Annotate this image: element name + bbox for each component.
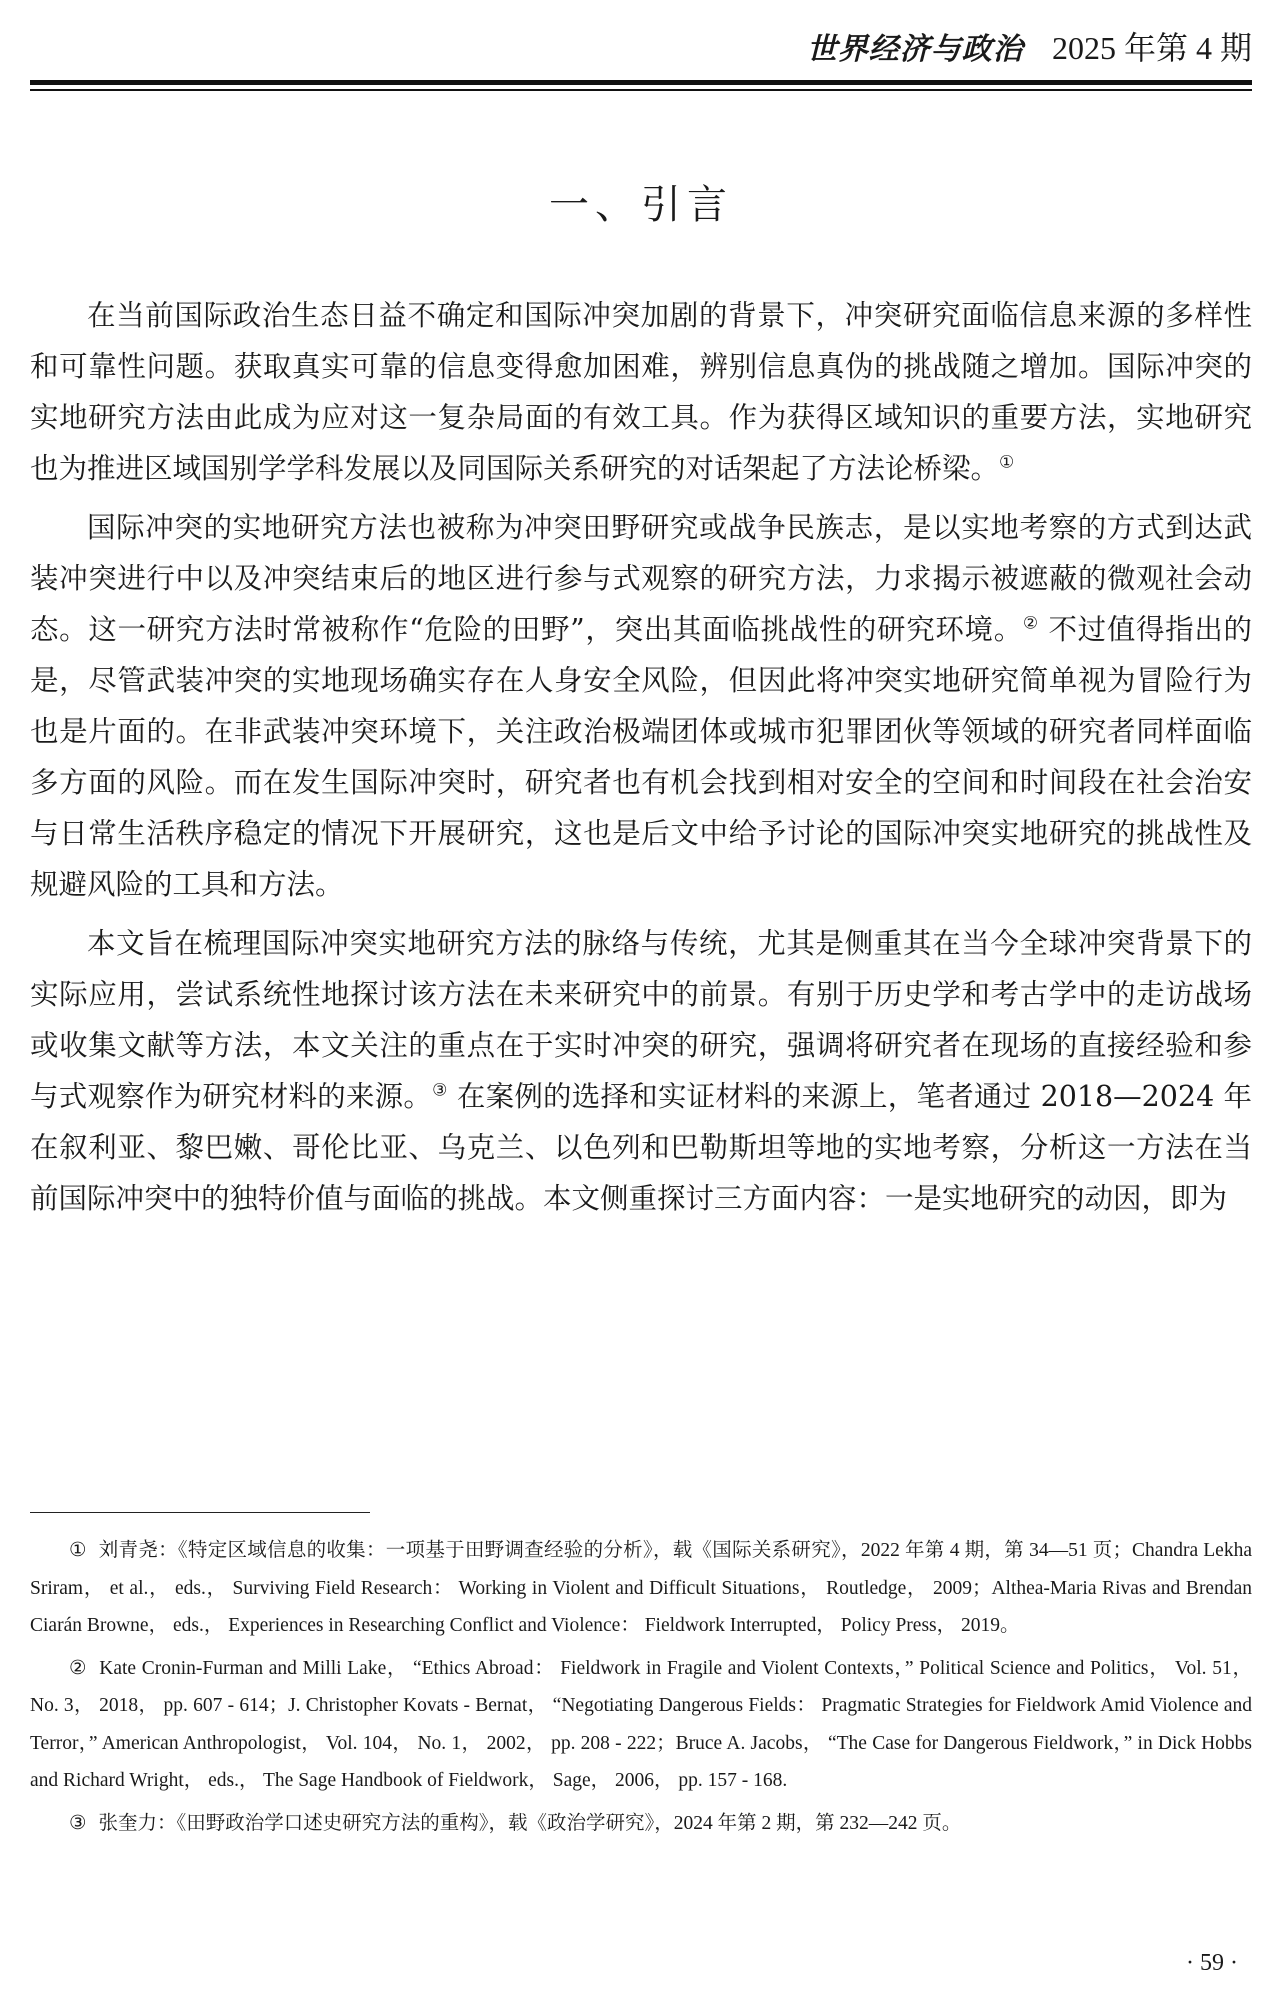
paragraph-text: 在案例的选择和实证材料的来源上，笔者通过 2018—2024 年在叙利亚、黎巴嫩、哥伦比亚、乌克兰、以色列和巴勒斯坦等地的实地考察，分析这一方法在当前国际冲突中的独特价值与面临的挑战。本文侧重探讨三方面内容：一是实地研究的动因，即为 — [30, 1080, 1252, 1215]
footnote-ref-2[interactable]: ② — [1022, 613, 1039, 634]
journal-page — [30, 0, 1252, 2003]
paragraph-1 — [30, 290, 1252, 494]
header-rule-thin — [30, 89, 1252, 91]
body-text — [30, 290, 1252, 1232]
footnote-ref-1[interactable]: ① — [999, 452, 1015, 473]
footnote-1 — [30, 1532, 1252, 1645]
footnote-2 — [30, 1650, 1252, 1800]
journal-issue: 2025 年第 4 期 — [1051, 30, 1252, 66]
footnote-text: 刘青尧：《特定区域信息的收集：一项基于田野调查经验的分析》，载《国际关系研究》，2022 年第 4 期，第 34—51 页；Chandra Lekha Sriram， et al.， eds.， Surviving Field Research： Working in Violent and Difficult Situations， Routledge， 2009；Althea-Maria Rivas and Brendan Ciarán Browne， eds.， Experiences in Researching Conflict and Violence： Fieldwork Interrupted， Policy Press， 2019。 — [30, 1540, 1252, 1636]
paragraph-2 — [30, 502, 1252, 910]
page-header — [30, 22, 1252, 74]
footnote-text: 张奎力：《田野政治学口述史研究方法的重构》，载《政治学研究》，2024 年第 2 期，第 232—242 页。 — [98, 1812, 962, 1834]
paragraph-text: 在当前国际政治生态日益不确定和国际冲突加剧的背景下，冲突研究面临信息来源的多样性和可靠性问题。获取真实可靠的信息变得愈加困难，辨别信息真伪的挑战随之增加。国际冲突的实地研究方法由此成为应对这一复杂局面的有效工具。作为获得区域知识的重要方法，实地研究也为推进区域国别学学科发展以及同国际关系研究的对话架起了方法论桥梁。 — [30, 299, 1252, 485]
footnote-mark: ③ — [69, 1812, 87, 1834]
journal-name: 世界经济与政治 — [806, 32, 1024, 67]
paragraph-3 — [30, 918, 1252, 1224]
footnote-mark: ② — [69, 1657, 88, 1679]
page-number: · 59 · — [1186, 1950, 1238, 1976]
header-rule-thick — [30, 80, 1252, 85]
section-heading: 一、引言 — [549, 182, 733, 228]
paragraph-text: 本文旨在梳理国际冲突实地研究方法的脉络与传统，尤其是侧重其在当今全球冲突背景下的实际应用，尝试系统性地探讨该方法在未来研究中的前景。有别于历史学和考古学中的走访战场或收集文献等方法，本文关注的重点在于实时冲突的研究，强调将研究者在现场的直接经验和参与式观察作为研究材料的来源。 — [30, 927, 1252, 1113]
paragraph-text: 国际冲突的实地研究方法也被称为冲突田野研究或战争民族志，是以实地考察的方式到达武装冲突进行中以及冲突结束后的地区进行参与式观察的研究方法，力求揭示被遮蔽的微观社会动态。这一研究方法时常被称作“危险的田野”，突出其面临挑战性的研究环境。 — [30, 511, 1252, 646]
footnote-3 — [30, 1805, 1252, 1843]
footnote-text: Kate Cronin-Furman and Milli Lake， “Ethics Abroad： Fieldwork in Fragile and Violent Contexts，” Political Science and Politics， Vol. 51， No. 3， 2018， pp. 607 - 614；J. Christopher Kovats - Bernat， “Negotiating Dangerous Fields： Pragmatic Strategies for Fieldwork Amid Violence and Terror，” American Anthropologist， Vol. 104， No. 1， 2002， pp. 208 - 222；Bruce A. Jacobs， “The Case for Dangerous Fieldwork，” in Dick Hobbs and Richard Wright， eds.， The Sage Handbook of Fieldwork， Sage， 2006， pp. 157 - 168. — [30, 1657, 1253, 1791]
footnote-mark: ① — [69, 1540, 87, 1561]
footnote-ref-3[interactable]: ③ — [432, 1080, 448, 1101]
footnotes — [30, 1532, 1252, 1847]
footnote-separator — [30, 1512, 370, 1513]
paragraph-text: 不过值得指出的是，尽管武装冲突的实地现场确实存在人身安全风险，但因此将冲突实地研究简单视为冒险行为也是片面的。在非武装冲突环境下，关注政治极端团体或城市犯罪团伙等领域的研究者同样面临多方面的风险。而在发生国际冲突时，研究者也有机会找到相对安全的空间和时间段在社会治安与日常生活秩序稳定的情况下开展研究，这也是后文中给予讨论的国际冲突实地研究的挑战性及规避风险的工具和方法。 — [30, 613, 1252, 901]
running-head — [807, 28, 1252, 70]
